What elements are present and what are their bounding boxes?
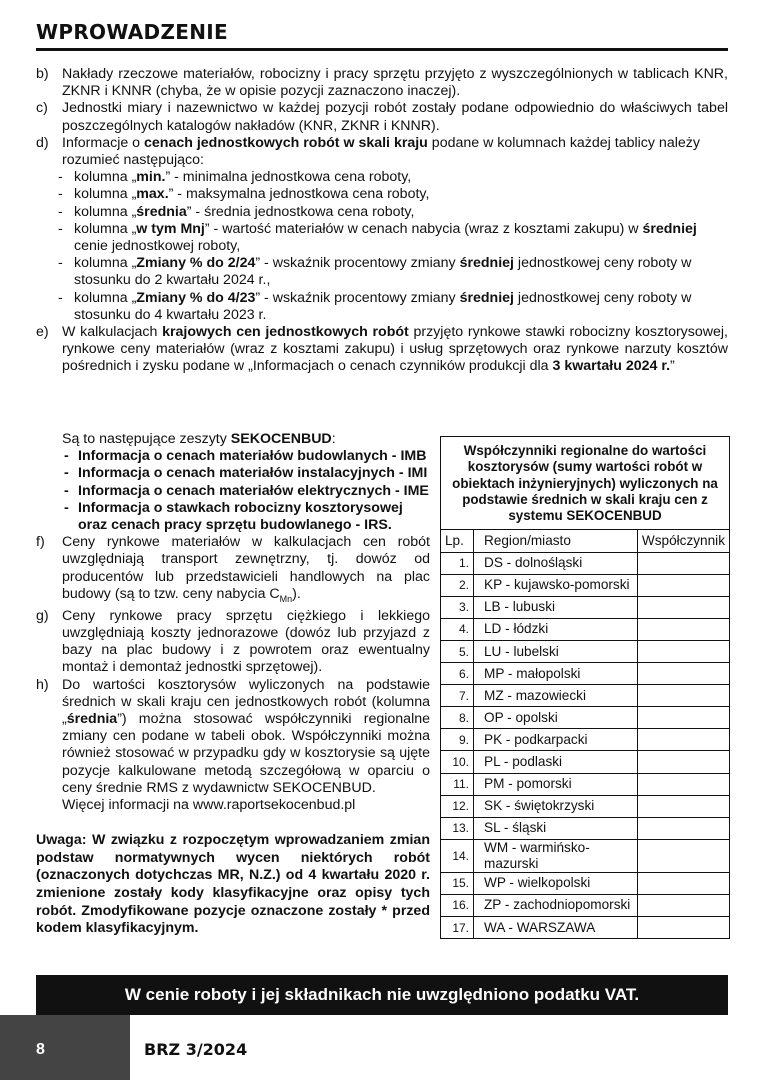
zeszyty-intro <box>36 431 430 448</box>
row-region: WA - WARSZAWA <box>474 916 638 938</box>
row-coefficient <box>637 729 729 751</box>
zeszyty-brand: SEKOCENBUD <box>230 431 332 447</box>
row-region: ZP - zachodniopomorski <box>474 894 638 916</box>
col-header-coefficient: Współczynnik <box>637 530 729 552</box>
table-row <box>441 916 729 938</box>
row-coefficient <box>637 773 729 795</box>
row-coefficient <box>637 596 729 618</box>
def-text: ” - wskaźnik procentowy zmiany <box>255 289 460 306</box>
def-text: kolumna „ <box>74 289 137 306</box>
item-b <box>36 66 728 100</box>
zeszyty-text: : <box>331 431 336 447</box>
item-text: ). <box>292 585 301 602</box>
item-text: Do wartości kosztorysów wyliczonych na podstawie średnich w skali kraju cen jednostkowych robót (kolumna „ <box>62 676 430 728</box>
row-region: SK - świętokrzyski <box>474 795 638 817</box>
row-region: LU - lubelski <box>474 640 638 662</box>
row-region: MZ - mazowiecki <box>474 685 638 707</box>
row-region: LB - lubuski <box>474 596 638 618</box>
table-row <box>441 817 729 839</box>
zeszyt-item: - Informacja o cenach materiałów budowlanych - IMB <box>36 448 430 465</box>
def-text: ” - wskaźnik procentowy zmiany <box>255 255 460 272</box>
row-lp: 8. <box>441 707 474 729</box>
row-region: PK - podkarpacki <box>474 729 638 751</box>
vat-note-banner: W cenie roboty i jej składnikach nie uwzględniono podatku VAT. <box>36 975 728 1015</box>
table-row <box>441 707 729 729</box>
row-lp: 7. <box>441 685 474 707</box>
item-text: podane w kolumnach każdej tablicy należy rozumieć następująco: <box>62 134 700 169</box>
zeszyt-item: - Informacja o cenach materiałów elektrycznych - IME <box>36 483 430 500</box>
row-region: OP - opolski <box>474 707 638 729</box>
item-h <box>36 677 430 797</box>
row-lp: 2. <box>441 574 474 596</box>
row-region: WM - warmińsko-mazurski <box>474 839 638 872</box>
def-column-name: Zmiany % do 4/23 <box>136 289 256 306</box>
row-lp: 6. <box>441 663 474 685</box>
table-row <box>441 574 729 596</box>
item-letter: g) <box>36 607 49 624</box>
item-text: ”) można stosować współczynniki regionalne zmiany cen podane w tabeli obok. Współczynniki można również stosować w przypadku gdy w kosztorysie są ujęte pozycje kalkulowane metodą szczegółową w oparciu o ceny średnie RMS z wydawnictw SEKOCENBUD. <box>62 711 430 796</box>
left-column <box>36 431 430 938</box>
row-lp: 9. <box>441 729 474 751</box>
table-row <box>441 773 729 795</box>
more-info-link[interactable]: Więcej informacji na www.raportsekocenbud.pl <box>62 797 356 814</box>
row-region: MP - małopolski <box>474 663 638 685</box>
def-text: ” - średnia jednostkowa cena roboty, <box>186 203 415 220</box>
row-coefficient <box>637 817 729 839</box>
item-text: Ceny rynkowe pracy sprzętu ciężkiego i lekkiego uwzględniają koszty jednorazowe (dowóz lub przyjazd z bazy na plac budowy i z powrotem oraz ewentualny montaż i demontaż jednostki sprzętowej). <box>62 607 430 676</box>
item-e <box>36 324 728 376</box>
row-lp: 5. <box>441 640 474 662</box>
row-region: KP - kujawsko-pomorski <box>474 574 638 596</box>
row-region: LD - łódzki <box>474 618 638 640</box>
coefficients-grid <box>441 530 729 938</box>
page-number: 8 <box>36 1041 45 1058</box>
column-definition <box>36 186 728 203</box>
def-text: kolumna „ <box>74 186 137 203</box>
page-number-box <box>0 1015 130 1080</box>
def-text: kolumna „ <box>74 169 137 186</box>
issue-label: BRZ 3/2024 <box>144 1040 248 1059</box>
item-text: przyjęto rynkowe stawki robocizny kosztorysowej, rynkowe ceny materiałów (wraz z kosztami zakupu) i usług sprzętowych oraz rynkowe narzuty kosztów pośrednich i zysku podane w „Informacjach o cenach czynników produkcji dla <box>62 324 728 375</box>
def-column-name: średnia <box>136 203 187 220</box>
note-uwaga: Uwaga: W związku z rozpoczętym wprowadzaniem zmian podstaw normatywnych wycen niektórych robót (oznaczonych dotychczas MR, N.Z.) od 4 kwartału 2020 r. zmienione zostały kody klasyfikacyjne oraz opisy tych robót. Zmodyfikowane pozycje oznaczone zostały * przed kodem klasyfikacyjnym. <box>36 832 430 937</box>
item-letter: h) <box>36 676 49 693</box>
table-row <box>441 618 729 640</box>
row-coefficient <box>637 707 729 729</box>
row-coefficient <box>637 894 729 916</box>
row-lp: 4. <box>441 618 474 640</box>
row-coefficient <box>637 574 729 596</box>
def-text: cenie jednostkowej roboty, <box>74 238 241 255</box>
item-letter: c) <box>36 100 48 117</box>
table-row <box>441 596 729 618</box>
item-c <box>36 100 728 134</box>
row-coefficient <box>637 618 729 640</box>
intro-text-top <box>36 66 728 376</box>
table-caption: Współczynniki regionalne do wartości kosztorysów (sumy wartości robót w obiektach inżynieryjnych) wyliczonych na podstawie średnich w skali kraju cen z systemu SEKOCENBUD <box>441 437 729 530</box>
def-text: jednostkowej ceny roboty w stosunku do 4 kwartału 2023 r. <box>74 289 692 323</box>
row-coefficient <box>637 795 729 817</box>
item-d <box>36 135 728 169</box>
zeszyt-item: - Informacja o stawkach robocizny kosztorysowej <box>36 500 430 517</box>
row-region: SL - śląski <box>474 817 638 839</box>
row-lp: 16. <box>441 894 474 916</box>
row-coefficient <box>637 916 729 938</box>
item-text: Ceny rynkowe materiałów w kalkulacjach cen robót uwzględniają transport zewnętrzny, tj. dowóz od producentów lub przedstawicieli handlowych na plac budowy (są to tzw. ceny nabycia C <box>62 534 430 602</box>
item-text-bold: cenach jednostkowych robót w skali kraju <box>144 134 428 151</box>
def-text: kolumna „ <box>74 203 137 220</box>
table-row <box>441 663 729 685</box>
col-header-region: Region/miasto <box>474 530 638 552</box>
row-lp: 13. <box>441 817 474 839</box>
item-letter: e) <box>36 324 49 341</box>
row-coefficient <box>637 685 729 707</box>
def-column-name: w tym Mnj <box>136 220 205 237</box>
def-emphasis: średniej <box>642 220 697 237</box>
def-text: ” - maksymalna jednostkowa cena roboty, <box>168 186 430 203</box>
row-coefficient <box>637 872 729 894</box>
row-coefficient <box>637 640 729 662</box>
table-row <box>441 729 729 751</box>
item-text: W kalkulacjach <box>62 324 163 341</box>
table-row <box>441 795 729 817</box>
table-row <box>441 552 729 574</box>
def-text: kolumna „ <box>74 220 137 237</box>
item-text: Jednostki miary i nazewnictwo w każdej pozycji robót zostały podane odpowiednio do właściwych tabel poszczególnych katalogów nakładów (KNR, ZKNR i KNNR). <box>62 100 728 134</box>
column-definition <box>36 169 728 186</box>
def-text: jednostkowej ceny roboty w stosunku do 2 kwartału 2024 r., <box>74 255 692 289</box>
item-text-bold: średnia <box>66 711 118 728</box>
column-definition <box>36 290 728 324</box>
table-row <box>441 894 729 916</box>
table-row <box>441 640 729 662</box>
row-region: PM - pomorski <box>474 773 638 795</box>
item-f <box>36 534 430 608</box>
def-text: ” - minimalna jednostkowa cena roboty, <box>165 169 412 186</box>
column-definition <box>36 204 728 221</box>
item-text-bold: 3 kwartału 2024 r. <box>552 358 671 375</box>
row-region: DS - dolnośląski <box>474 552 638 574</box>
def-column-name: max. <box>136 186 169 203</box>
item-text: Informacje o <box>62 134 145 151</box>
def-column-name: min. <box>136 169 166 186</box>
item-letter: d) <box>36 134 49 151</box>
zeszyty-text: Są to następujące zeszyty <box>62 431 231 447</box>
row-lp: 15. <box>441 872 474 894</box>
row-region: WP - wielkopolski <box>474 872 638 894</box>
def-column-name: Zmiany % do 2/24 <box>136 255 256 272</box>
zeszyt-item-continuation: oraz cenach pracy sprzętu budowlanego - IRS. <box>78 517 392 534</box>
def-text: ” - wartość materiałów w cenach nabycia (wraz z kosztami zakupu) w <box>204 220 643 237</box>
row-coefficient <box>637 839 729 872</box>
item-g <box>36 608 430 677</box>
item-text: ” <box>670 358 675 375</box>
def-emphasis: średniej <box>459 289 514 306</box>
row-lp: 3. <box>441 596 474 618</box>
def-text: kolumna „ <box>74 255 137 272</box>
item-text-bold: krajowych cen jednostkowych robót <box>162 324 409 341</box>
row-lp: 1. <box>441 552 474 574</box>
row-coefficient <box>637 751 729 773</box>
item-subscript: Mn <box>279 593 293 604</box>
item-letter: b) <box>36 66 49 82</box>
row-lp: 11. <box>441 773 474 795</box>
page-header <box>36 20 728 51</box>
zeszyt-item: - Informacja o cenach materiałów instalacyjnych - IMI <box>36 465 430 482</box>
row-lp: 10. <box>441 751 474 773</box>
table-row <box>441 839 729 872</box>
row-lp: 17. <box>441 916 474 938</box>
item-letter: f) <box>36 534 45 551</box>
row-coefficient <box>637 663 729 685</box>
table-row <box>441 751 729 773</box>
regional-coefficients-table <box>440 436 730 939</box>
table-header-row <box>441 530 729 552</box>
page-title: WPROWADZENIE <box>36 20 228 44</box>
item-text: Nakłady rzeczowe materiałów, robocizny i pracy sprzętu przyjęto z wyszczególnionych w tablicach KNR, ZKNR i KNNR (chyba, że w opisie pozycji zaznaczono inaczej). <box>62 66 728 100</box>
def-emphasis: średniej <box>459 255 514 272</box>
row-coefficient <box>637 552 729 574</box>
row-lp: 12. <box>441 795 474 817</box>
col-header-lp: Lp. <box>441 530 474 552</box>
table-row <box>441 872 729 894</box>
column-definition <box>36 221 728 255</box>
row-lp: 14. <box>441 839 474 872</box>
column-definition <box>36 255 728 289</box>
table-row <box>441 685 729 707</box>
row-region: PL - podlaski <box>474 751 638 773</box>
